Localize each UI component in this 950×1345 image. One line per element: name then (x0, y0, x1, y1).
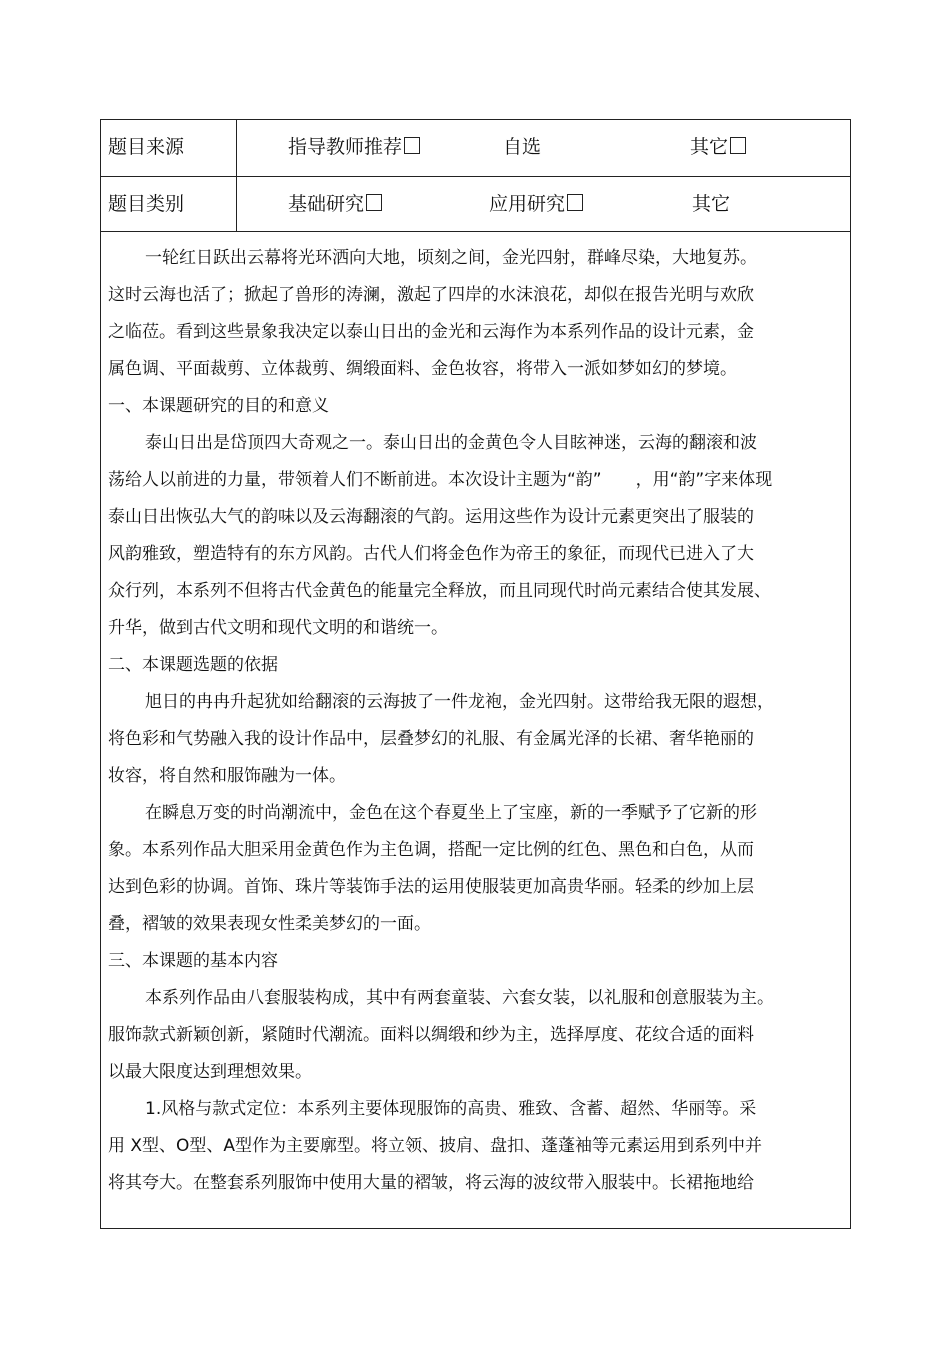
option-advisor-recommended[interactable] (288, 120, 420, 175)
body-line: 将色彩和气势融入我的设计作品中，层叠梦幻的礼服、有金属光泽的长裙、奢华艳丽的 (108, 729, 754, 749)
body-line: 一轮红日跃出云幕将光环洒向大地，顷刻之间，金光四射，群峰尽染，大地复苏。 (145, 248, 757, 268)
checkbox[interactable] (730, 137, 746, 154)
body-line: 泰山日出是岱顶四大奇观之一。泰山日出的金黄色令人目眩神迷，云海的翻滚和波 (145, 433, 757, 453)
body-line: 本系列作品由八套服装构成，其中有两套童装、六套女装，以礼服和创意服装为主。 (145, 988, 774, 1008)
section-heading: 二、本课题选题的依据 (108, 655, 278, 675)
topic-source-row (101, 120, 850, 177)
body-line: 升华，做到古代文明和现代文明的和谐统一。 (108, 618, 448, 638)
option-other-category[interactable] (692, 177, 730, 232)
option-basic-research[interactable] (288, 177, 382, 232)
option-label: 其它 (692, 193, 731, 215)
option-other-source[interactable] (690, 120, 746, 175)
checkbox[interactable] (567, 194, 583, 211)
proposal-form-table (100, 119, 851, 1229)
body-line: 象。本系列作品大胆采用金黄色作为主色调，搭配一定比例的红色、黑色和白色，从而 (108, 840, 754, 860)
body-line: 叠，褶皱的效果表现女性柔美梦幻的一面。 (108, 914, 431, 934)
topic-category-row (101, 177, 850, 232)
checkbox[interactable] (366, 194, 382, 211)
body-line: 众行列，本系列不但将古代金黄色的能量完全释放，而且同现代时尚元素结合使其发展、 (108, 581, 771, 601)
option-applied-research[interactable] (489, 177, 583, 232)
body-line: 达到色彩的协调。首饰、珠片等装饰手法的运用使服装更加高贵华丽。轻柔的纱加上层 (108, 877, 754, 897)
body-line: 属色调、平面裁剪、立体裁剪、绸缎面料、金色妆容，将带入一派如梦如幻的梦境。 (108, 359, 737, 379)
body-line: 旭日的冉冉升起犹如给翻滚的云海披了一件龙袍，金光四射。这带给我无限的遐想， (145, 692, 774, 712)
option-label: 自选 (503, 136, 542, 158)
body-line: 之临莅。看到这些景象我决定以泰山日出的金光和云海作为本系列作品的设计元素，金 (108, 322, 754, 342)
body-line: 这时云海也活了；掀起了兽形的涛澜，激起了四岸的水沫浪花，却似在报告光明与欢欣 (108, 285, 754, 305)
body-line: 以最大限度达到理想效果。 (108, 1062, 312, 1082)
body-line: 泰山日出恢弘大气的韵味以及云海翻滚的气韵。运用这些作为设计元素更突出了服装的 (108, 507, 754, 527)
body-line: 妆容，将自然和服饰融为一体。 (108, 766, 346, 786)
option-label: 指导教师推荐 (288, 136, 403, 158)
topic-source-label: 题目来源 (101, 120, 237, 176)
body-line: 将其夸大。在整套系列服饰中使用大量的褶皱，将云海的波纹带入服装中。长裙拖地给 (108, 1173, 754, 1193)
option-label: 基础研究 (288, 193, 365, 215)
section-heading: 三、本课题的基本内容 (108, 951, 278, 971)
body-line: 风韵雅致，塑造特有的东方风韵。古代人们将金色作为帝王的象征，而现代已进入了大 (108, 544, 754, 564)
option-self-selected[interactable] (503, 120, 541, 175)
option-label: 其它 (690, 136, 729, 158)
body-line: 在瞬息万变的时尚潮流中，金色在这个春夏坐上了宝座，新的一季赋予了它新的形 (145, 803, 757, 823)
body-line: 1.风格与款式定位：本系列主要体现服饰的高贵、雅致、含蓄、超然、华丽等。采 (145, 1099, 757, 1119)
body-line: 服饰款式新颖创新，紧随时代潮流。面料以绸缎和纱为主，选择厚度、花纹合适的面料 (108, 1025, 754, 1045)
body-line: 荡给人以前进的力量，带领着人们不断前进。本次设计主题为“韵” ，用“韵”字来体现 (108, 470, 773, 490)
checkbox[interactable] (404, 137, 420, 154)
topic-category-label: 题目类别 (101, 177, 237, 231)
section-heading: 一、本课题研究的目的和意义 (108, 396, 329, 416)
option-label: 应用研究 (489, 193, 566, 215)
body-line: 用 X型、O型、A型作为主要廓型。将立领、披肩、盘扣、蓬蓬袖等元素运用到系列中并 (108, 1136, 763, 1156)
